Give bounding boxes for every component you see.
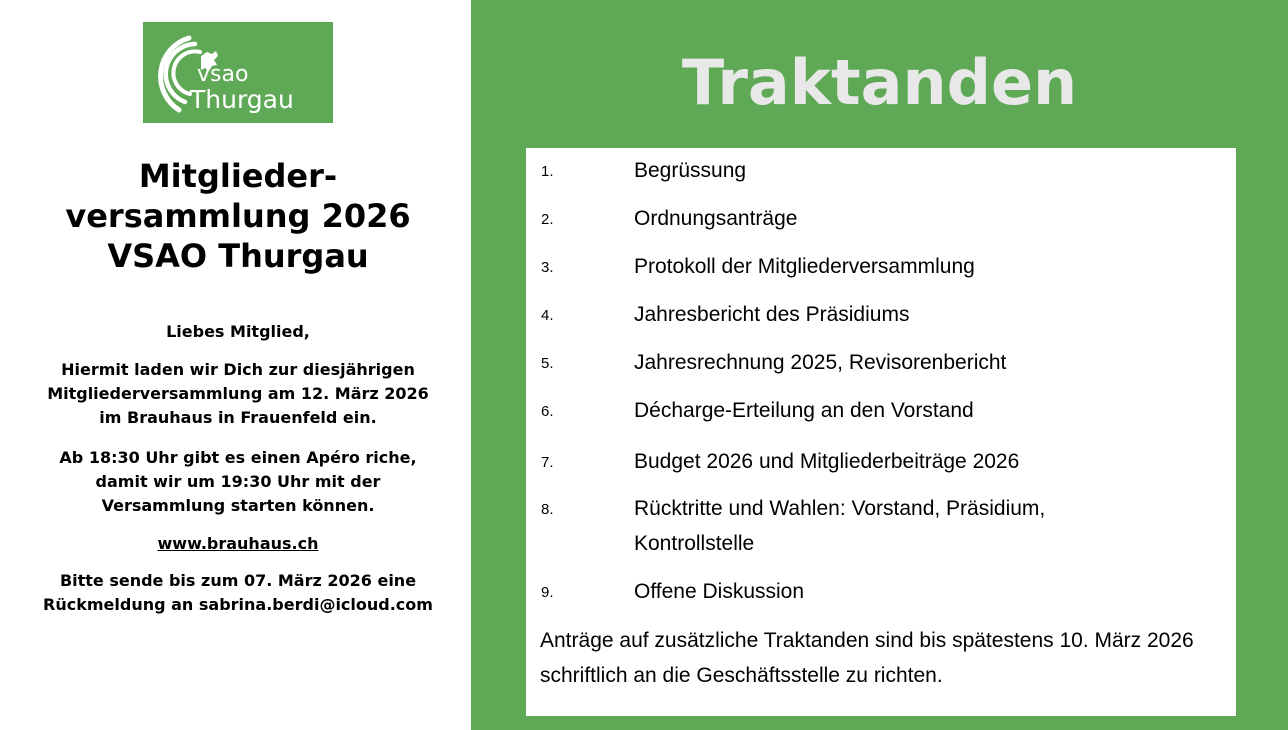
- invitation-paragraph-time: Ab 18:30 Uhr gibt es einen Apéro riche, damit wir um 19:30 Uhr mit der Versammlung starten können.: [59, 448, 417, 515]
- logo-line-thurgau: Thurgau: [190, 85, 294, 114]
- agenda-title: Traktanden: [681, 46, 1078, 119]
- agenda-note: Anträge auf zusätzliche Traktanden sind bis spätestens 10. März 2026 schriftlich an die Geschäftsstelle zu richten.: [540, 629, 1194, 687]
- agenda-item-text: Ordnungsanträge: [634, 207, 798, 230]
- agenda-item-number: 2.: [541, 211, 554, 228]
- agenda-item-text: Protokoll der Mitgliederversammlung: [634, 255, 975, 278]
- invitation-paragraph-date: Hiermit laden wir Dich zur diesjährigen Mitgliederversammlung am 12. März 2026 im Brauhaus in Frauenfeld ein.: [47, 360, 429, 427]
- agenda-item-number: 9.: [541, 584, 554, 601]
- agenda-item-text: Jahresrechnung 2025, Revisorenbericht: [634, 351, 1007, 374]
- greeting: Liebes Mitglied,: [166, 322, 310, 341]
- agenda-item-text: Décharge-Erteilung an den Vorstand: [634, 399, 974, 422]
- agenda-item-number: 3.: [541, 259, 554, 276]
- invitation-title: Mitglieder-versammlung 2026 VSAO Thurgau: [65, 157, 411, 275]
- agenda-item-number: 4.: [541, 307, 554, 324]
- agenda-item-text: Jahresbericht des Präsidiums: [634, 303, 910, 326]
- agenda-item-text: Rücktritte und Wahlen: Vorstand, Präsidium, Kontrollstelle: [634, 497, 1046, 555]
- agenda-item-number: 5.: [541, 355, 554, 372]
- agenda-item-text: Budget 2026 und Mitgliederbeiträge 2026: [634, 450, 1020, 473]
- agenda-panel: [526, 148, 1236, 716]
- agenda-item-text: Begrüssung: [634, 159, 747, 182]
- agenda-item-number: 1.: [541, 163, 554, 180]
- agenda-item-number: 6.: [541, 403, 554, 420]
- agenda-item-text: Offene Diskussion: [634, 580, 805, 603]
- agenda-item-number: 7.: [541, 454, 554, 471]
- brauhaus-website-link[interactable]: www.brauhaus.ch: [157, 534, 319, 553]
- logo-line-vsao: vsao: [197, 62, 249, 87]
- invitation-panel: [0, 0, 471, 730]
- agenda-item-number: 8.: [541, 501, 554, 518]
- invitation-paragraph-rsvp: Bitte sende bis zum 07. März 2026 eine Rückmeldung an sabrina.berdi@icloud.com: [43, 571, 433, 614]
- vsao-logo: [143, 22, 333, 123]
